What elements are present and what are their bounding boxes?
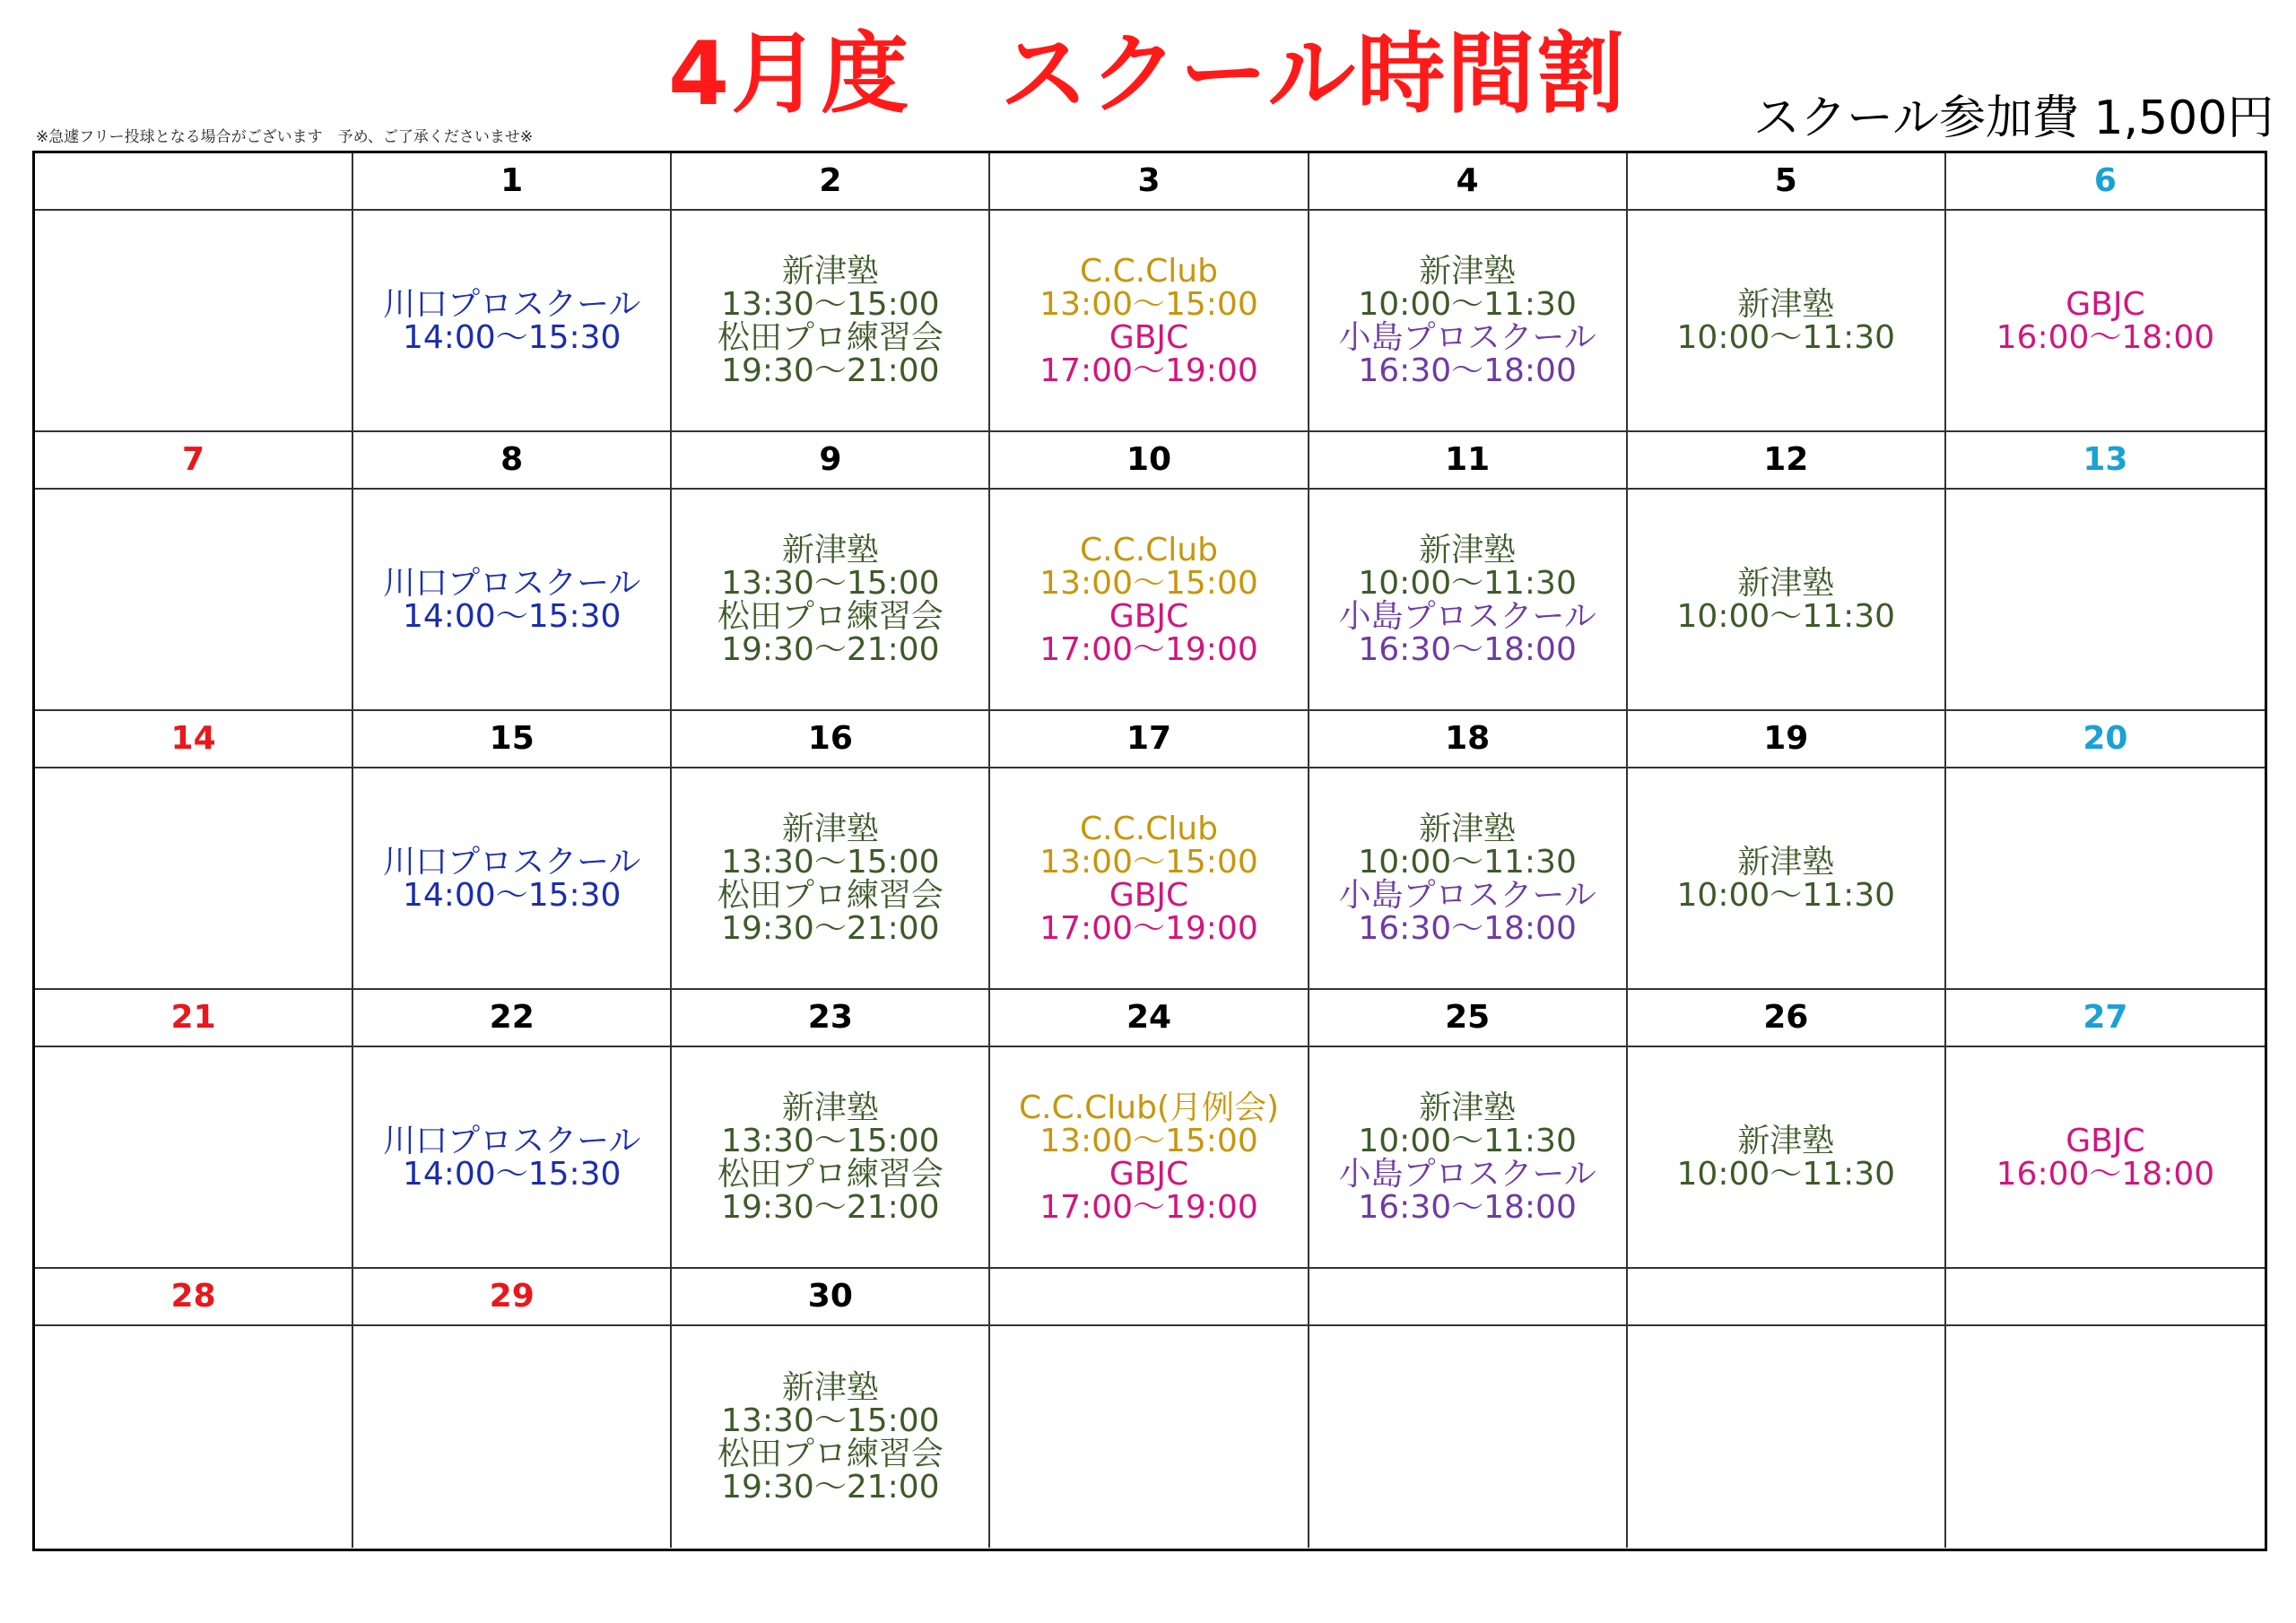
- date-header-cell: [1309, 711, 1628, 768]
- day-events-cell: [35, 1047, 353, 1269]
- day-events-cell: [1628, 490, 1946, 711]
- day-events-cell: [35, 490, 353, 711]
- date-header-cell: [672, 1269, 990, 1326]
- date-number: 16: [807, 720, 853, 757]
- event-line: 10:00～11:30: [1358, 843, 1577, 881]
- day-events-cell: [1946, 1326, 2265, 1548]
- date-number: 3: [1137, 162, 1161, 199]
- date-number: 2: [819, 162, 842, 199]
- event-line: 13:30～15:00: [721, 1122, 940, 1159]
- event-line: 19:30～21:00: [721, 630, 940, 668]
- event-line: 13:30～15:00: [721, 843, 940, 881]
- day-events-cell: [35, 1326, 353, 1548]
- event-line: GBJC: [2066, 1122, 2145, 1159]
- event-line: 松田プロ練習会: [717, 876, 944, 914]
- day-events-cell: [1628, 1326, 1946, 1548]
- day-events-cell: [672, 211, 990, 432]
- date-header-cell: [353, 990, 672, 1047]
- date-header-cell: [353, 153, 672, 211]
- day-events-cell: [353, 211, 672, 432]
- event-line: 19:30～21:00: [721, 1468, 940, 1506]
- date-number: 9: [819, 441, 842, 478]
- notice-text: ※急遽フリー投球となる場合がございます 予め、ご了承くださいませ※: [36, 128, 534, 146]
- event-line: 10:00～11:30: [1676, 318, 1896, 356]
- date-header-cell: [1946, 711, 2265, 768]
- event-line: 小島プロスクール: [1338, 318, 1596, 356]
- event-line: 川口プロスクール: [383, 843, 641, 881]
- event-line: 16:30～18:00: [1358, 352, 1577, 389]
- day-events-cell: [672, 490, 990, 711]
- event-line: 新津塾: [1737, 285, 1835, 323]
- event-line: 新津塾: [781, 1368, 879, 1406]
- date-header-cell: [1628, 432, 1946, 490]
- day-events-cell: [990, 1047, 1309, 1269]
- day-events-cell: [1946, 490, 2265, 711]
- event-line: 10:00～11:30: [1676, 1155, 1896, 1193]
- day-events-cell: [672, 768, 990, 990]
- date-header-cell: [990, 1269, 1309, 1326]
- event-line: 新津塾: [781, 252, 879, 290]
- day-events-cell: [35, 768, 353, 990]
- date-header-cell: [1946, 990, 2265, 1047]
- date-header-cell: [1628, 711, 1946, 768]
- date-number: 18: [1445, 720, 1491, 757]
- event-line: 14:00～15:30: [402, 318, 622, 356]
- day-events-cell: [35, 211, 353, 432]
- date-header-cell: [353, 432, 672, 490]
- schedule-calendar: [32, 151, 2267, 1551]
- event-line: C.C.Club: [1080, 810, 1218, 847]
- event-line: 14:00～15:30: [402, 597, 622, 635]
- date-number: 5: [1774, 162, 1797, 199]
- event-line: 13:00～15:00: [1039, 1122, 1258, 1159]
- event-line: 小島プロスクール: [1338, 876, 1596, 914]
- date-header-cell: [35, 432, 353, 490]
- day-events-cell: [990, 211, 1309, 432]
- event-line: 19:30～21:00: [721, 352, 940, 389]
- date-header-cell: [35, 990, 353, 1047]
- event-line: C.C.Club(月例会): [1018, 1089, 1280, 1126]
- event-line: 13:30～15:00: [721, 1402, 940, 1439]
- day-events-cell: [353, 1047, 672, 1269]
- event-line: 新津塾: [781, 810, 879, 847]
- event-line: GBJC: [1109, 1155, 1189, 1193]
- day-events-cell: [990, 490, 1309, 711]
- date-number: 19: [1763, 720, 1809, 757]
- event-line: 新津塾: [1419, 1089, 1517, 1126]
- event-line: 13:00～15:00: [1039, 285, 1258, 323]
- event-line: 16:30～18:00: [1358, 909, 1577, 947]
- date-number: 8: [500, 441, 524, 478]
- event-line: 松田プロ練習会: [717, 1155, 944, 1193]
- date-number: 17: [1126, 720, 1172, 757]
- date-header-cell: [35, 1269, 353, 1326]
- date-header-cell: [990, 153, 1309, 211]
- date-header-cell: [990, 990, 1309, 1047]
- date-header-cell: [672, 153, 990, 211]
- event-line: 10:00～11:30: [1676, 597, 1896, 635]
- date-number: 6: [2093, 162, 2117, 199]
- event-line: 新津塾: [1737, 843, 1835, 881]
- date-number: 28: [170, 1278, 216, 1315]
- day-events-cell: [1309, 1047, 1628, 1269]
- day-events-cell: [672, 1047, 990, 1269]
- event-line: 19:30～21:00: [721, 909, 940, 947]
- date-number: 23: [807, 999, 853, 1036]
- day-events-cell: [353, 1326, 672, 1548]
- date-header-cell: [672, 711, 990, 768]
- event-line: GBJC: [1109, 876, 1189, 914]
- date-header-cell: [353, 1269, 672, 1326]
- day-events-cell: [353, 768, 672, 990]
- day-events-cell: [672, 1326, 990, 1548]
- date-number: 15: [489, 720, 535, 757]
- day-events-cell: [990, 768, 1309, 990]
- date-header-cell: [672, 432, 990, 490]
- event-line: 14:00～15:30: [402, 1155, 622, 1193]
- event-line: 新津塾: [1737, 564, 1835, 602]
- date-number: 22: [489, 999, 535, 1036]
- date-number: 20: [2083, 720, 2128, 757]
- date-number: 25: [1445, 999, 1491, 1036]
- date-header-cell: [1309, 1269, 1628, 1326]
- event-line: 16:30～18:00: [1358, 1188, 1577, 1226]
- event-line: 10:00～11:30: [1358, 1122, 1577, 1159]
- event-line: 川口プロスクール: [383, 285, 641, 323]
- date-header-cell: [1628, 1269, 1946, 1326]
- day-events-cell: [1309, 490, 1628, 711]
- day-events-cell: [1946, 1047, 2265, 1269]
- date-header-cell: [990, 432, 1309, 490]
- date-number: 30: [807, 1278, 853, 1315]
- day-events-cell: [353, 490, 672, 711]
- event-line: 新津塾: [1419, 810, 1517, 847]
- date-number: 1: [500, 162, 524, 199]
- event-line: 新津塾: [781, 1089, 879, 1126]
- date-header-cell: [1628, 153, 1946, 211]
- event-line: 松田プロ練習会: [717, 1435, 944, 1472]
- day-events-cell: [1309, 211, 1628, 432]
- event-line: 10:00～11:30: [1358, 564, 1577, 602]
- event-line: 小島プロスクール: [1338, 1155, 1596, 1193]
- event-line: 14:00～15:30: [402, 876, 622, 914]
- event-line: 17:00～19:00: [1039, 352, 1258, 389]
- day-events-cell: [1628, 211, 1946, 432]
- school-fee: スクール参加費 1,500円: [1753, 91, 2274, 145]
- event-line: 13:30～15:00: [721, 285, 940, 323]
- date-number: 4: [1456, 162, 1479, 199]
- event-line: C.C.Club: [1080, 252, 1218, 290]
- date-header-cell: [672, 990, 990, 1047]
- date-number: 10: [1126, 441, 1172, 478]
- event-line: 16:00～18:00: [1996, 1155, 2215, 1193]
- date-number: 29: [489, 1278, 535, 1315]
- event-line: C.C.Club: [1080, 531, 1218, 568]
- date-header-cell: [1309, 432, 1628, 490]
- event-line: 小島プロスクール: [1338, 597, 1596, 635]
- event-line: 17:00～19:00: [1039, 1188, 1258, 1226]
- event-line: 10:00～11:30: [1676, 876, 1896, 914]
- event-line: 16:30～18:00: [1358, 630, 1577, 668]
- date-header-cell: [1946, 432, 2265, 490]
- date-number: 21: [170, 999, 216, 1036]
- date-header-cell: [35, 153, 353, 211]
- event-line: 新津塾: [1419, 531, 1517, 568]
- page-title: 4月度 スクール時間割: [668, 23, 1627, 126]
- event-line: 10:00～11:30: [1358, 285, 1577, 323]
- date-number: 24: [1126, 999, 1172, 1036]
- event-line: 17:00～19:00: [1039, 630, 1258, 668]
- event-line: 13:00～15:00: [1039, 843, 1258, 881]
- event-line: 17:00～19:00: [1039, 909, 1258, 947]
- event-line: GBJC: [1109, 597, 1189, 635]
- date-header-cell: [353, 711, 672, 768]
- event-line: 新津塾: [1737, 1122, 1835, 1159]
- date-number: 14: [170, 720, 216, 757]
- event-line: 新津塾: [781, 531, 879, 568]
- date-number: 11: [1445, 441, 1491, 478]
- day-events-cell: [1628, 768, 1946, 990]
- event-line: GBJC: [1109, 318, 1189, 356]
- date-number: 27: [2083, 999, 2128, 1036]
- date-number: 12: [1763, 441, 1809, 478]
- date-header-cell: [1309, 153, 1628, 211]
- date-header-cell: [1309, 990, 1628, 1047]
- event-line: 16:00～18:00: [1996, 318, 2215, 356]
- date-header-cell: [990, 711, 1309, 768]
- date-header-cell: [1946, 153, 2265, 211]
- date-header-cell: [1628, 990, 1946, 1047]
- event-line: 13:00～15:00: [1039, 564, 1258, 602]
- date-header-cell: [35, 711, 353, 768]
- day-events-cell: [1628, 1047, 1946, 1269]
- day-events-cell: [990, 1326, 1309, 1548]
- date-number: 26: [1763, 999, 1809, 1036]
- event-line: 川口プロスクール: [383, 564, 641, 602]
- date-number: 7: [182, 441, 205, 478]
- event-line: 13:30～15:00: [721, 564, 940, 602]
- date-header-cell: [1946, 1269, 2265, 1326]
- event-line: 松田プロ練習会: [717, 318, 944, 356]
- event-line: GBJC: [2066, 285, 2145, 323]
- day-events-cell: [1946, 211, 2265, 432]
- event-line: 新津塾: [1419, 252, 1517, 290]
- day-events-cell: [1309, 768, 1628, 990]
- day-events-cell: [1309, 1326, 1628, 1548]
- date-number: 13: [2083, 441, 2128, 478]
- event-line: 松田プロ練習会: [717, 597, 944, 635]
- event-line: 川口プロスクール: [383, 1122, 641, 1159]
- event-line: 19:30～21:00: [721, 1188, 940, 1226]
- day-events-cell: [1946, 768, 2265, 990]
